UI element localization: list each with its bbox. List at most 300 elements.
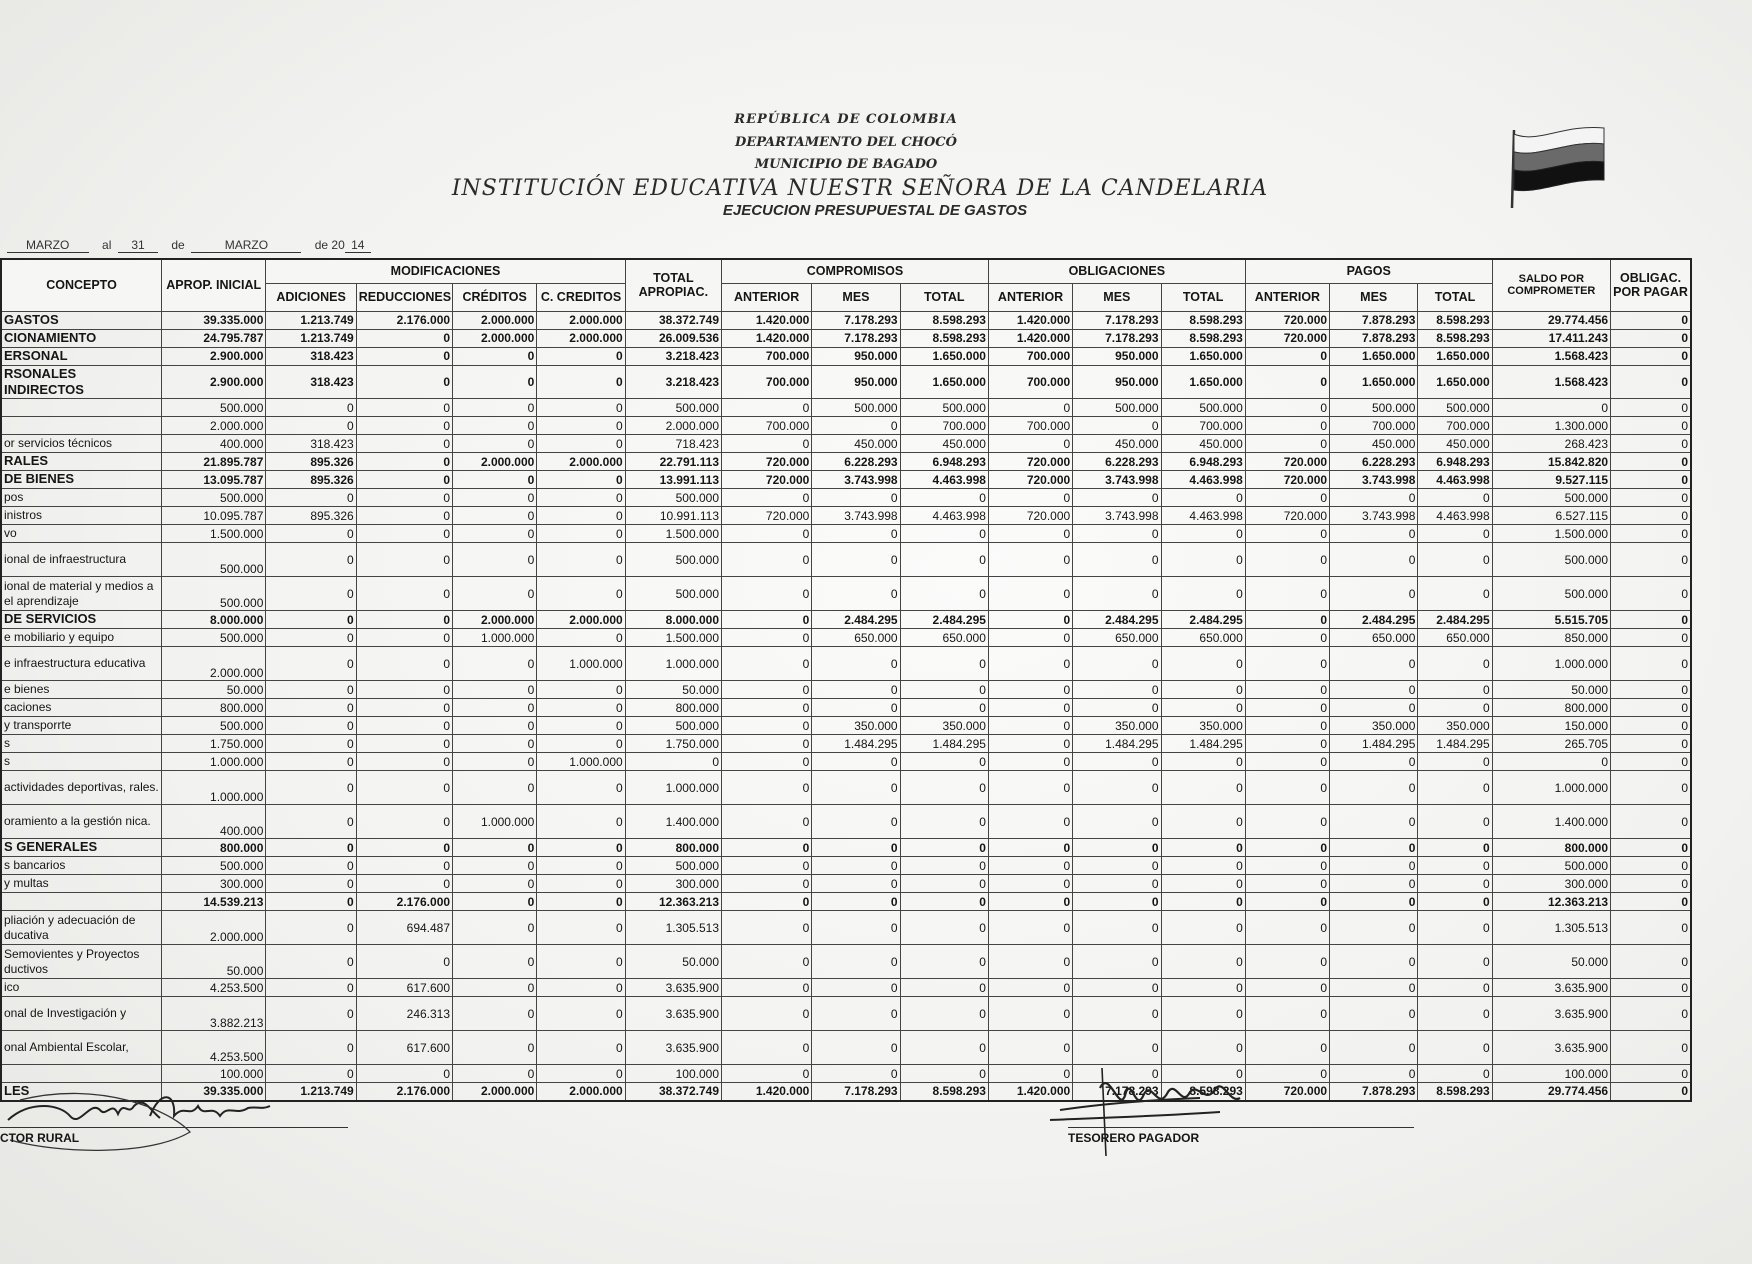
cell-pagos-mes: 0 [1330,839,1418,857]
cell-obligaciones-mes: 0 [1073,911,1161,945]
cell-obligaciones-total: 0 [1161,489,1245,507]
cell-obligaciones-mes: 0 [1073,839,1161,857]
cell-compromisos-anterior: 0 [722,681,812,699]
cell-obligaciones-mes: 650.000 [1073,629,1161,647]
cell-adiciones: 0 [266,839,356,857]
cell-compromisos-anterior: 0 [722,805,812,839]
cell-saldo: 6.527.115 [1492,507,1610,525]
cell-compromisos-anterior: 0 [722,945,812,979]
cell-reducciones: 2.176.000 [356,1083,452,1101]
cell-adiciones: 0 [266,753,356,771]
cell-pagos-anterior: 0 [1245,489,1329,507]
cell-compromisos-total: 0 [900,543,988,577]
cell-c-creditos: 2.000.000 [537,453,625,471]
cell-pagos-total: 450.000 [1418,435,1492,453]
cell-creditos: 0 [453,771,537,805]
cell-compromisos-anterior: 0 [722,1031,812,1065]
table-row [1,435,1691,453]
cell-oblig-por-pagar: 0 [1611,417,1691,435]
cell-saldo: 12.363.213 [1492,893,1610,911]
cell-pagos-total: 650.000 [1418,629,1492,647]
cell-compromisos-total: 450.000 [900,435,988,453]
cell-obligaciones-total: 0 [1161,1031,1245,1065]
cell-aprop-inicial: 2.000.000 [162,911,266,945]
cell-reducciones: 0 [356,805,452,839]
cell-concepto [1,399,162,417]
cell-adiciones: 0 [266,911,356,945]
cell-compromisos-mes: 0 [812,771,900,805]
cell-creditos: 0 [453,875,537,893]
cell-reducciones: 0 [356,329,452,347]
cell-c-creditos: 2.000.000 [537,329,625,347]
cell-pagos-anterior: 0 [1245,979,1329,997]
cell-pagos-mes: 6.228.293 [1330,453,1418,471]
cell-pagos-anterior: 0 [1245,1031,1329,1065]
cell-obligaciones-mes: 0 [1073,525,1161,543]
cell-adiciones: 895.326 [266,471,356,489]
cell-obligaciones-anterior: 0 [988,875,1072,893]
cell-compromisos-anterior: 720.000 [722,453,812,471]
cell-pagos-anterior: 720.000 [1245,453,1329,471]
cell-compromisos-total: 0 [900,1065,988,1083]
cell-compromisos-mes: 350.000 [812,717,900,735]
cell-c-creditos: 0 [537,365,625,399]
table-row [1,681,1691,699]
cell-pagos-total: 8.598.293 [1418,311,1492,329]
cell-saldo: 29.774.456 [1492,311,1610,329]
table-row [1,471,1691,489]
cell-concepto: S GENERALES [1,839,162,857]
cell-obligaciones-anterior: 0 [988,543,1072,577]
col-aprop-inicial: APROP. INICIAL [162,259,266,311]
cell-total-apropiac: 1.500.000 [625,525,721,543]
cell-pagos-mes: 0 [1330,647,1418,681]
cell-creditos: 0 [453,735,537,753]
cell-obligaciones-mes: 0 [1073,875,1161,893]
cell-concepto: ional de material y medios a el aprendizaje [1,577,162,611]
cell-reducciones: 0 [356,857,452,875]
cell-pagos-total: 1.650.000 [1418,365,1492,399]
cell-oblig-por-pagar: 0 [1611,471,1691,489]
cell-aprop-inicial: 500.000 [162,857,266,875]
cell-compromisos-anterior: 0 [722,525,812,543]
cell-saldo: 268.423 [1492,435,1610,453]
cell-saldo: 15.842.820 [1492,453,1610,471]
cell-concepto: RALES [1,453,162,471]
cell-pagos-mes: 0 [1330,681,1418,699]
cell-saldo: 1.568.423 [1492,347,1610,365]
cell-c-creditos: 0 [537,1031,625,1065]
cell-pagos-mes: 0 [1330,753,1418,771]
cell-obligaciones-anterior: 0 [988,577,1072,611]
cell-concepto: e infraestructura educativa [1,647,162,681]
cell-adiciones: 0 [266,543,356,577]
cell-pagos-mes: 3.743.998 [1330,507,1418,525]
cell-aprop-inicial: 500.000 [162,399,266,417]
cell-obligaciones-anterior: 0 [988,771,1072,805]
cell-pagos-anterior: 0 [1245,347,1329,365]
cell-obligaciones-anterior: 0 [988,805,1072,839]
cell-reducciones: 0 [356,647,452,681]
table-row [1,647,1691,681]
cell-pagos-anterior: 0 [1245,893,1329,911]
cell-pagos-anterior: 720.000 [1245,1083,1329,1101]
cell-compromisos-mes: 450.000 [812,435,900,453]
cell-pagos-anterior: 0 [1245,365,1329,399]
cell-adiciones: 0 [266,717,356,735]
cell-compromisos-mes: 0 [812,839,900,857]
table-row [1,399,1691,417]
cell-compromisos-anterior: 0 [722,911,812,945]
cell-oblig-por-pagar: 0 [1611,611,1691,629]
cell-total-apropiac: 13.991.113 [625,471,721,489]
cell-creditos: 0 [453,699,537,717]
cell-obligaciones-total: 0 [1161,771,1245,805]
cell-c-creditos: 0 [537,489,625,507]
cell-pagos-mes: 700.000 [1330,417,1418,435]
cell-obligaciones-total: 0 [1161,979,1245,997]
cell-oblig-por-pagar: 0 [1611,365,1691,399]
cell-oblig-por-pagar: 0 [1611,839,1691,857]
period-line [0,238,371,253]
cell-pagos-total: 2.484.295 [1418,611,1492,629]
cell-pagos-anterior: 0 [1245,771,1329,805]
col-obligaciones-mes: MES [1073,283,1161,311]
cell-pagos-anterior: 720.000 [1245,507,1329,525]
cell-aprop-inicial: 14.539.213 [162,893,266,911]
cell-obligaciones-anterior: 700.000 [988,365,1072,399]
cell-obligaciones-total: 0 [1161,945,1245,979]
cell-c-creditos: 0 [537,735,625,753]
cell-compromisos-anterior: 720.000 [722,507,812,525]
table-row [1,507,1691,525]
cell-pagos-mes: 0 [1330,577,1418,611]
table-row [1,771,1691,805]
cell-pagos-total: 1.484.295 [1418,735,1492,753]
cell-obligaciones-anterior: 700.000 [988,347,1072,365]
cell-pagos-mes: 1.650.000 [1330,347,1418,365]
cell-creditos: 0 [453,753,537,771]
cell-compromisos-anterior: 0 [722,875,812,893]
cell-total-apropiac: 500.000 [625,577,721,611]
cell-concepto: e bienes [1,681,162,699]
cell-total-apropiac: 50.000 [625,945,721,979]
cell-compromisos-anterior: 0 [722,771,812,805]
table-row [1,453,1691,471]
cell-compromisos-anterior: 1.420.000 [722,1083,812,1101]
cell-adiciones: 318.423 [266,435,356,453]
cell-adiciones: 0 [266,857,356,875]
cell-compromisos-anterior: 700.000 [722,365,812,399]
cell-concepto: s bancarios [1,857,162,875]
cell-reducciones: 0 [356,417,452,435]
cell-total-apropiac: 1.400.000 [625,805,721,839]
cell-adiciones: 0 [266,577,356,611]
col-reducciones: REDUCCIONES [356,283,452,311]
cell-compromisos-anterior: 0 [722,839,812,857]
cell-saldo: 800.000 [1492,699,1610,717]
cell-c-creditos: 0 [537,979,625,997]
cell-c-creditos: 0 [537,681,625,699]
cell-compromisos-total: 0 [900,997,988,1031]
cell-pagos-total: 0 [1418,577,1492,611]
cell-oblig-por-pagar: 0 [1611,717,1691,735]
cell-total-apropiac: 3.635.900 [625,1031,721,1065]
cell-c-creditos: 0 [537,857,625,875]
cell-c-creditos: 0 [537,347,625,365]
cell-compromisos-total: 4.463.998 [900,507,988,525]
cell-c-creditos: 0 [537,805,625,839]
cell-pagos-total: 0 [1418,647,1492,681]
col-pagos-anterior: ANTERIOR [1245,283,1329,311]
cell-c-creditos: 0 [537,839,625,857]
cell-obligaciones-total: 8.598.293 [1161,1083,1245,1101]
col-group-pagos: PAGOS [1245,259,1492,283]
cell-reducciones: 0 [356,875,452,893]
cell-pagos-total: 700.000 [1418,417,1492,435]
table-row [1,1031,1691,1065]
cell-oblig-por-pagar: 0 [1611,329,1691,347]
cell-compromisos-anterior: 720.000 [722,471,812,489]
cell-reducciones: 0 [356,347,452,365]
cell-creditos: 0 [453,471,537,489]
cell-total-apropiac: 8.000.000 [625,611,721,629]
cell-pagos-mes: 7.878.293 [1330,1083,1418,1101]
cell-compromisos-mes: 0 [812,1065,900,1083]
cell-compromisos-mes: 0 [812,417,900,435]
cell-reducciones: 0 [356,699,452,717]
cell-saldo: 1.000.000 [1492,771,1610,805]
cell-oblig-por-pagar: 0 [1611,311,1691,329]
cell-pagos-anterior: 0 [1245,399,1329,417]
cell-compromisos-total: 0 [900,945,988,979]
cell-creditos: 2.000.000 [453,1083,537,1101]
cell-compromisos-total: 0 [900,1031,988,1065]
cell-concepto: GASTOS [1,311,162,329]
cell-compromisos-total: 8.598.293 [900,329,988,347]
cell-compromisos-anterior: 0 [722,489,812,507]
cell-adiciones: 0 [266,647,356,681]
cell-compromisos-anterior: 0 [722,435,812,453]
cell-compromisos-anterior: 0 [722,857,812,875]
table-row [1,329,1691,347]
cell-obligaciones-total: 0 [1161,753,1245,771]
cell-reducciones: 0 [356,839,452,857]
col-creditos: CRÉDITOS [453,283,537,311]
cell-adiciones: 0 [266,399,356,417]
cell-compromisos-anterior: 0 [722,699,812,717]
cell-c-creditos: 0 [537,525,625,543]
cell-pagos-anterior: 0 [1245,699,1329,717]
period-month-to: MARZO [191,238,301,253]
cell-aprop-inicial: 400.000 [162,805,266,839]
period-year-prefix: de 20 [314,238,345,252]
cell-pagos-mes: 3.743.998 [1330,471,1418,489]
cell-saldo: 150.000 [1492,717,1610,735]
cell-pagos-total: 0 [1418,839,1492,857]
cell-obligaciones-anterior: 0 [988,857,1072,875]
col-group-obligaciones: OBLIGACIONES [988,259,1245,283]
cell-reducciones: 0 [356,945,452,979]
cell-pagos-mes: 0 [1330,525,1418,543]
table-row [1,717,1691,735]
cell-creditos: 0 [453,399,537,417]
cell-pagos-total: 8.598.293 [1418,1083,1492,1101]
cell-aprop-inicial: 2.000.000 [162,417,266,435]
cell-compromisos-total: 1.650.000 [900,347,988,365]
cell-c-creditos: 0 [537,507,625,525]
cell-creditos: 1.000.000 [453,629,537,647]
cell-saldo: 0 [1492,753,1610,771]
cell-compromisos-mes: 0 [812,875,900,893]
cell-obligaciones-mes: 500.000 [1073,399,1161,417]
cell-obligaciones-total: 0 [1161,911,1245,945]
cell-oblig-por-pagar: 0 [1611,893,1691,911]
cell-obligaciones-anterior: 0 [988,717,1072,735]
cell-compromisos-total: 0 [900,805,988,839]
cell-pagos-anterior: 0 [1245,525,1329,543]
cell-aprop-inicial: 8.000.000 [162,611,266,629]
cell-concepto: y transporrte [1,717,162,735]
cell-adiciones: 0 [266,735,356,753]
cell-aprop-inicial: 24.795.787 [162,329,266,347]
cell-saldo: 1.300.000 [1492,417,1610,435]
cell-concepto: caciones [1,699,162,717]
cell-compromisos-mes: 7.178.293 [812,1083,900,1101]
cell-pagos-mes: 0 [1330,945,1418,979]
cell-aprop-inicial: 39.335.000 [162,1083,266,1101]
cell-concepto: onal Ambiental Escolar, [1,1031,162,1065]
cell-obligaciones-total: 650.000 [1161,629,1245,647]
cell-pagos-total: 0 [1418,771,1492,805]
cell-obligaciones-total: 700.000 [1161,417,1245,435]
cell-pagos-anterior: 720.000 [1245,471,1329,489]
cell-oblig-por-pagar: 0 [1611,507,1691,525]
cell-obligaciones-anterior: 0 [988,997,1072,1031]
cell-compromisos-total: 700.000 [900,417,988,435]
cell-total-apropiac: 10.991.113 [625,507,721,525]
cell-compromisos-total: 8.598.293 [900,311,988,329]
cell-obligaciones-anterior: 1.420.000 [988,311,1072,329]
cell-reducciones: 694.487 [356,911,452,945]
cell-compromisos-total: 0 [900,489,988,507]
table-row [1,525,1691,543]
cell-total-apropiac: 1.000.000 [625,647,721,681]
cell-oblig-por-pagar: 0 [1611,347,1691,365]
cell-obligaciones-total: 0 [1161,647,1245,681]
cell-obligaciones-anterior: 0 [988,435,1072,453]
cell-adiciones: 1.213.749 [266,329,356,347]
cell-obligaciones-total: 500.000 [1161,399,1245,417]
cell-aprop-inicial: 500.000 [162,629,266,647]
cell-c-creditos: 0 [537,543,625,577]
cell-pagos-total: 0 [1418,1031,1492,1065]
cell-c-creditos: 0 [537,945,625,979]
cell-obligaciones-anterior: 0 [988,681,1072,699]
cell-creditos: 2.000.000 [453,611,537,629]
cell-obligaciones-anterior: 0 [988,647,1072,681]
cell-creditos: 0 [453,979,537,997]
signature-line-left [0,1127,348,1128]
budget-table [0,258,1692,1102]
cell-compromisos-anterior: 0 [722,753,812,771]
cell-total-apropiac: 50.000 [625,681,721,699]
cell-compromisos-anterior: 0 [722,647,812,681]
cell-total-apropiac: 800.000 [625,839,721,857]
cell-saldo: 500.000 [1492,543,1610,577]
cell-obligaciones-anterior: 0 [988,753,1072,771]
col-adiciones: ADICIONES [266,283,356,311]
cell-saldo: 1.500.000 [1492,525,1610,543]
cell-saldo: 3.635.900 [1492,1031,1610,1065]
cell-compromisos-total: 0 [900,911,988,945]
table-row [1,347,1691,365]
cell-pagos-anterior: 0 [1245,875,1329,893]
col-group-compromisos: COMPROMISOS [722,259,989,283]
cell-obligaciones-mes: 0 [1073,577,1161,611]
cell-pagos-mes: 0 [1330,893,1418,911]
cell-obligaciones-mes: 0 [1073,893,1161,911]
cell-total-apropiac: 38.372.749 [625,311,721,329]
cell-aprop-inicial: 3.882.213 [162,997,266,1031]
cell-aprop-inicial: 2.900.000 [162,365,266,399]
cell-adiciones: 0 [266,681,356,699]
cell-reducciones: 0 [356,611,452,629]
cell-compromisos-mes: 0 [812,911,900,945]
cell-creditos: 0 [453,681,537,699]
cell-oblig-por-pagar: 0 [1611,681,1691,699]
signature-label-tesorero: TESORERO PAGADOR [1068,1131,1200,1145]
cell-obligaciones-mes: 0 [1073,857,1161,875]
table-row [1,365,1691,399]
cell-obligaciones-anterior: 0 [988,839,1072,857]
cell-pagos-mes: 0 [1330,1065,1418,1083]
cell-adiciones: 0 [266,893,356,911]
cell-compromisos-mes: 0 [812,979,900,997]
cell-concepto: Semovientes y Proyectos ductivos [1,945,162,979]
header-republica: REPÚBLICA DE COLOMBIA [734,112,958,127]
cell-compromisos-mes: 1.484.295 [812,735,900,753]
cell-compromisos-anterior: 0 [722,577,812,611]
cell-concepto: y multas [1,875,162,893]
cell-pagos-anterior: 0 [1245,805,1329,839]
period-month-from: MARZO [7,238,89,253]
cell-saldo: 0 [1492,399,1610,417]
cell-creditos: 0 [453,489,537,507]
cell-obligaciones-mes: 0 [1073,979,1161,997]
cell-pagos-mes: 0 [1330,997,1418,1031]
cell-obligaciones-anterior: 0 [988,911,1072,945]
cell-compromisos-mes: 500.000 [812,399,900,417]
cell-obligaciones-total: 0 [1161,1065,1245,1083]
table-row [1,839,1691,857]
cell-adiciones: 0 [266,805,356,839]
cell-obligaciones-anterior: 720.000 [988,507,1072,525]
cell-oblig-por-pagar: 0 [1611,771,1691,805]
cell-compromisos-mes: 0 [812,525,900,543]
cell-oblig-por-pagar: 0 [1611,735,1691,753]
cell-reducciones: 2.176.000 [356,893,452,911]
cell-obligaciones-mes: 3.743.998 [1073,507,1161,525]
cell-obligaciones-anterior: 0 [988,629,1072,647]
cell-total-apropiac: 800.000 [625,699,721,717]
cell-obligaciones-mes: 6.228.293 [1073,453,1161,471]
cell-compromisos-anterior: 700.000 [722,347,812,365]
cell-pagos-total: 0 [1418,489,1492,507]
cell-pagos-total: 0 [1418,681,1492,699]
cell-obligaciones-total: 0 [1161,893,1245,911]
cell-reducciones: 2.176.000 [356,311,452,329]
